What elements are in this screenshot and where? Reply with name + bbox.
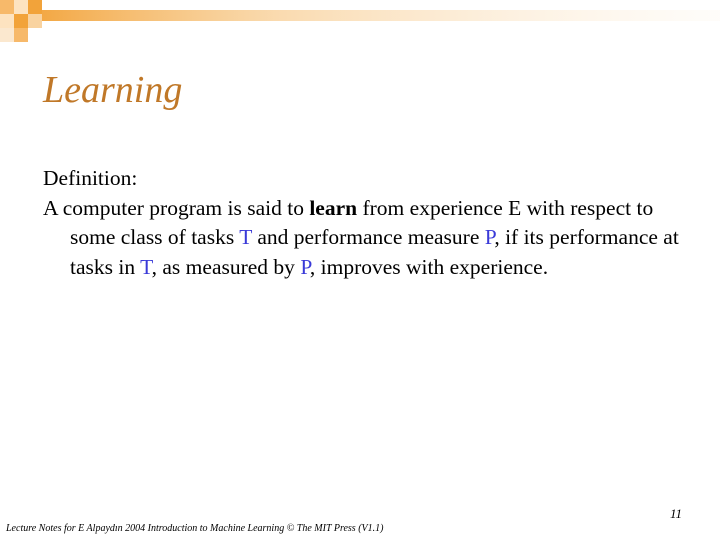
definition-part: , if its performance at tasks in	[70, 225, 679, 279]
corner-square	[0, 28, 14, 42]
definition-part: , as measured by	[151, 254, 301, 279]
slide-body	[43, 164, 693, 282]
measure-symbol: P	[484, 225, 495, 249]
learn-keyword: learn	[309, 195, 358, 220]
top-fade-bar	[40, 10, 720, 21]
definition-part: , improves with experience.	[309, 254, 549, 279]
corner-square	[14, 0, 28, 14]
task-symbol: T	[239, 225, 252, 249]
corner-square	[14, 14, 28, 28]
task-symbol: T	[140, 254, 152, 279]
corner-square	[0, 0, 14, 14]
corner-square	[28, 0, 42, 14]
measure-symbol: P	[300, 254, 310, 279]
corner-decoration	[0, 0, 720, 50]
definition-part: from experience E with respect to some class of tasks	[70, 195, 654, 249]
definition-part: A computer program is said to	[43, 195, 310, 220]
definition-label: Definition:	[43, 166, 138, 190]
definition-part: and performance measure	[251, 225, 485, 249]
corner-square	[28, 14, 42, 28]
slide-title: Learning	[43, 69, 183, 111]
footer-credit: Lecture Notes for E Alpaydın 2004 Introduction to Machine Learning © The MIT Press (V1.1)	[6, 523, 384, 534]
corner-square	[14, 28, 28, 42]
corner-square	[0, 14, 14, 28]
page-number: 11	[669, 506, 682, 521]
definition-text	[43, 194, 693, 283]
